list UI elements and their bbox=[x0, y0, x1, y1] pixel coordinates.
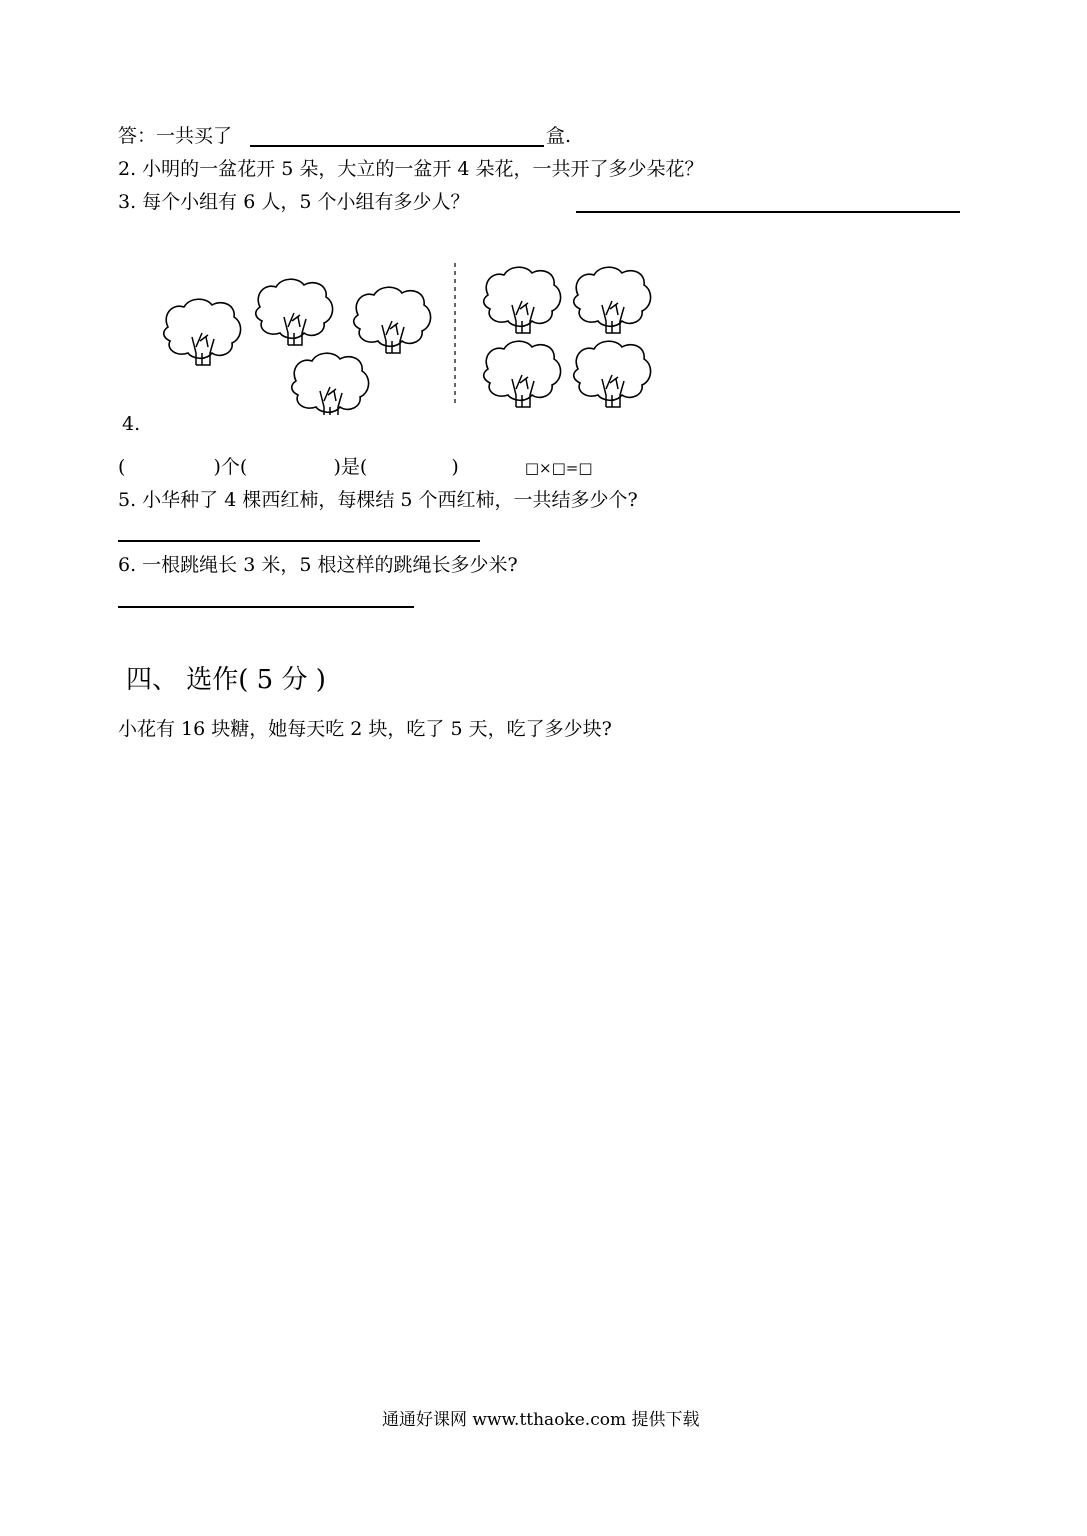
question-2: 2. 小明的一盆花开 5 朵，大立的一盆开 4 朵花，一共开了多少朵花？ bbox=[118, 158, 704, 180]
question-3: 3. 每个小组有 6 人，5 个小组有多少人？ bbox=[118, 191, 470, 213]
q5-answer-blank[interactable] bbox=[118, 540, 480, 542]
tree-left-1 bbox=[164, 299, 241, 365]
bonus-question: 小花有 16 块糖，她每天吃 2 块，吃了 5 天，吃了多少块? bbox=[118, 718, 612, 740]
q4-ge-label: )个( bbox=[213, 456, 248, 478]
q4-formula[interactable]: □×□=□ bbox=[524, 459, 593, 477]
q1-answer-blank[interactable] bbox=[250, 145, 544, 147]
tree-right-3 bbox=[484, 341, 561, 407]
tree-left-4 bbox=[292, 353, 369, 415]
q4-paren-open-1: ( bbox=[118, 456, 126, 478]
tree-left-2 bbox=[256, 279, 333, 345]
q6-answer-blank[interactable] bbox=[118, 606, 414, 608]
q1-answer-suffix: 盒. bbox=[546, 125, 572, 147]
tree-right-2 bbox=[574, 267, 651, 333]
question-4-fill-row bbox=[118, 455, 593, 480]
question-5: 5. 小华种了 4 棵西红柿，每棵结 5 个西红柿，一共结多少个? bbox=[118, 489, 638, 511]
q3-answer-blank[interactable] bbox=[576, 211, 960, 213]
tree-right-1 bbox=[484, 267, 561, 333]
question-4-number: 4. bbox=[122, 413, 141, 435]
q4-paren-close: ) bbox=[451, 456, 459, 478]
q4-shi-label: )是( bbox=[333, 456, 368, 478]
footer-source: 通通好课网 www.tthaoke.com 提供下载 bbox=[382, 1410, 700, 1430]
question-6: 6. 一根跳绳长 3 米，5 根这样的跳绳长多少米? bbox=[118, 554, 518, 576]
section-4-title: 四、 选作( 5 分 ) bbox=[126, 665, 326, 695]
q1-answer-prefix: 答：一共买了 bbox=[118, 125, 233, 147]
tree-right-4 bbox=[574, 341, 651, 407]
tree-illustration bbox=[150, 255, 670, 415]
q1-answer-line bbox=[118, 124, 232, 148]
tree-left-3 bbox=[354, 287, 431, 353]
